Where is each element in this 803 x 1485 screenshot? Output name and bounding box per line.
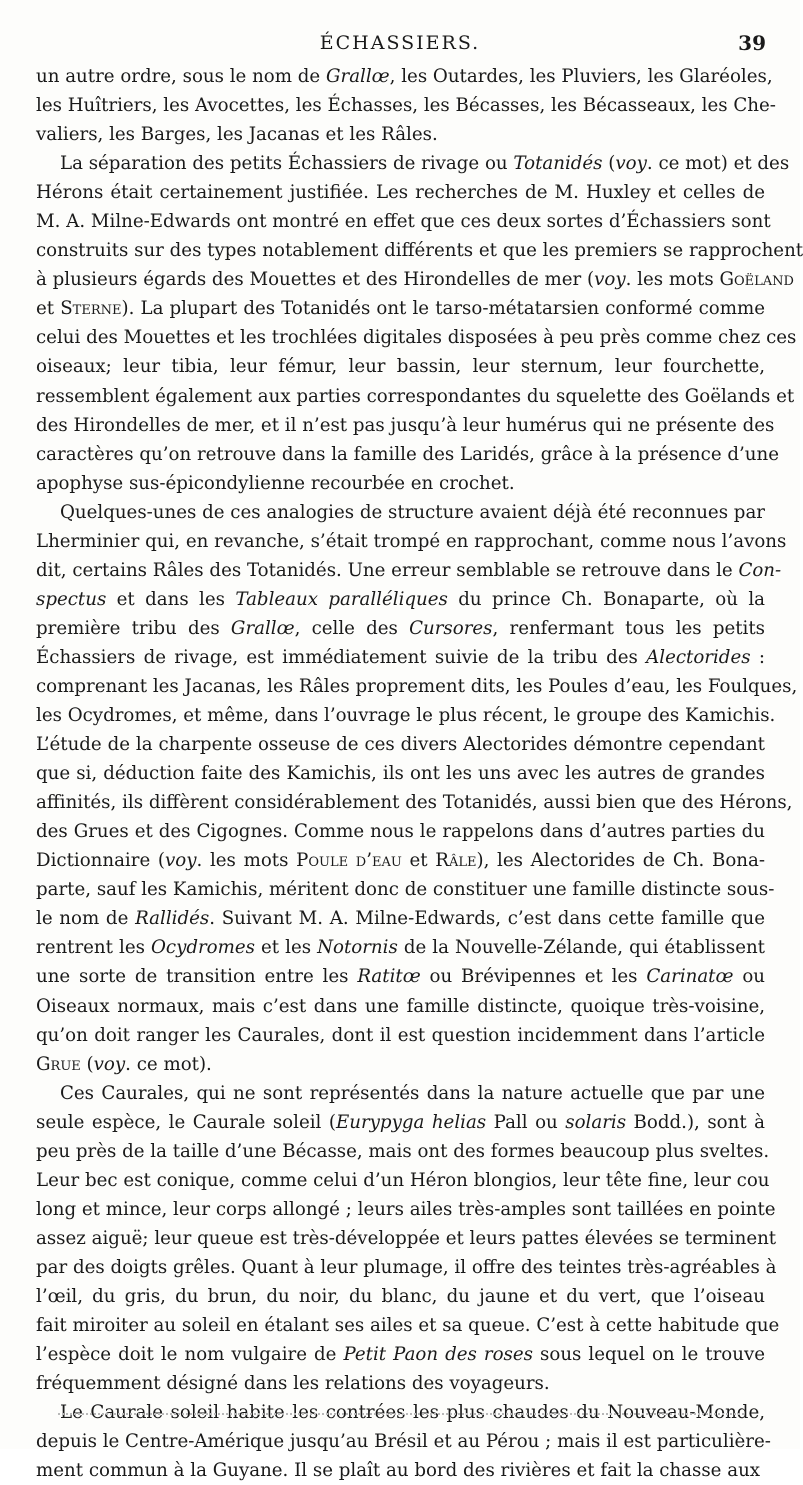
text-line: apophyse sus-épicondylienne recourbée en crochet. xyxy=(36,472,515,494)
page-number: 39 xyxy=(738,31,766,55)
text-line: comprenant les Jacanas, les Râles proprement dits, les Poules d’eau, les Foulques, xyxy=(36,675,798,697)
text-line: les Ocydromes, et même, dans l’ouvrage le plus récent, le groupe des Kamichis. xyxy=(36,705,776,727)
footer-rule xyxy=(58,1413,744,1415)
text-line: l’espèce doit le nom vulgaire de Petit Paon des roses sous lequel on le trouve xyxy=(36,1344,766,1366)
text-line: que si, déduction faite des Kamichis, ils ont les uns avec les autres de grandes xyxy=(36,763,765,785)
text-line: Ces Caurales, qui ne sont représentés dans la nature actuelle que par une xyxy=(60,1082,765,1104)
text-line: des Hirondelles de mer, et il n’est pas jusqu’à leur humérus qui ne présente des xyxy=(36,414,775,436)
text-line: spectus et dans les Tableaux paralléliques du prince Ch. Bonaparte, où la xyxy=(36,588,765,610)
text-line: qu’on doit ranger les Caurales, dont il est question incidemment dans l’article xyxy=(36,1024,765,1046)
text-line: ment commun à la Guyane. Il se plaît au bord des rivières et fait la chasse aux xyxy=(36,1460,761,1482)
text-line: construits sur des types notablement différents et que les premiers se rapprochent xyxy=(36,240,803,262)
running-head xyxy=(0,28,800,58)
text-line: fréquemment désigné dans les relations des voyageurs. xyxy=(36,1373,550,1395)
body-text xyxy=(36,62,803,1485)
text-line: assez aiguë; leur queue est très-développée et leurs pattes élevées se terminent xyxy=(36,1227,777,1249)
text-line: parte, sauf les Kamichis, méritent donc de constituer une famille distincte sous- xyxy=(36,879,775,901)
text-line: long et mince, leur corps allongé ; leurs ailes très-amples sont taillées en pointe xyxy=(36,1198,776,1220)
text-line: les Huîtriers, les Avocettes, les Échasses, les Bécasses, les Bécasseaux, les Che- xyxy=(36,95,776,117)
text-line: dit, certains Râles des Totanidés. Une erreur semblable se retrouve dans le Con- xyxy=(36,559,782,581)
text-line: oiseaux; leur tibia, leur fémur, leur bassin, leur sternum, leur fourchette, xyxy=(36,356,765,378)
text-line: seule espèce, le Caurale soleil (Eurypyga helias Pall ou solaris Bodd.), sont à xyxy=(36,1111,765,1133)
text-line: La séparation des petits Échassiers de rivage ou Totanidés (voy. ce mot) et des xyxy=(60,153,790,175)
page-title: ÉCHASSIERS. xyxy=(319,32,481,54)
text-line: Échassiers de rivage, est immédiatement suivie de la tribu des Alectorides : xyxy=(36,646,765,668)
text-line: Grue (voy. ce mot). xyxy=(36,1053,212,1075)
text-line: valiers, les Barges, les Jacanas et les Râles. xyxy=(36,124,438,146)
text-line: Quelques-unes de ces analogies de structure avaient déjà été reconnues par xyxy=(60,501,765,523)
text-line: affinités, ils diffèrent considérablement des Totanidés, aussi bien que des Hérons, xyxy=(36,792,793,814)
text-line: et Sterne). La plupart des Totanidés ont le tarso-métatarsien conformé comme xyxy=(36,298,765,320)
text-line: Le Caurale soleil habite les contrées les plus chaudes du Nouveau-Monde, xyxy=(60,1402,765,1424)
text-line: Dictionnaire (voy. les mots Poule d’eau et Râle), les Alectorides de Ch. Bona- xyxy=(36,850,765,872)
text-line: un autre ordre, sous le nom de Grallœ, les Outardes, les Pluviers, les Glaréoles, xyxy=(36,66,773,87)
text-line: M. A. Milne-Edwards ont montré en effet que ces deux sortes d’Échassiers sont xyxy=(36,211,771,233)
text-line: à plusieurs égards des Mouettes et des Hirondelles de mer (voy. les mots Goëland xyxy=(36,269,794,291)
text-line: celui des Mouettes et les trochlées digitales disposées à peu près comme chez ces xyxy=(36,327,797,349)
text-line: l’œil, du gris, du brun, du noir, du blanc, du jaune et du vert, que l’oiseau xyxy=(36,1285,765,1307)
text-line: depuis le Centre-Amérique jusqu’au Brésil et au Pérou ; mais il est particulière- xyxy=(36,1431,771,1453)
text-line: par des doigts grêles. Quant à leur plumage, il offre des teintes très-agréables à xyxy=(36,1256,777,1278)
text-line: première tribu des Grallœ, celle des Cursores, renfermant tous les petits xyxy=(36,617,765,639)
text-line: Oiseaux normaux, mais c’est dans une famille distincte, quoique très-voisine, xyxy=(36,995,765,1017)
text-line: Hérons était certainement justifiée. Les recherches de M. Huxley et celles de xyxy=(36,182,765,204)
text-line: des Grues et des Cigognes. Comme nous le rappelons dans d’autres parties du xyxy=(36,821,765,843)
text-line: peu près de la taille d’une Bécasse, mais ont des formes beaucoup plus sveltes. xyxy=(36,1140,770,1162)
text-line: ressemblent également aux parties correspondantes du squelette des Goëlands et xyxy=(36,385,795,407)
text-line: fait miroiter au soleil en étalant ses ailes et sa queue. C’est à cette habitude que xyxy=(36,1315,780,1337)
text-line: L’étude de la charpente osseuse de ces divers Alectorides démontre cependant xyxy=(36,734,765,756)
text-line: caractères qu’on retrouve dans la famille des Laridés, grâce à la présence d’une xyxy=(36,443,779,465)
text-line: le nom de Rallidés. Suivant M. A. Milne-Edwards, c’est dans cette famille que xyxy=(36,908,765,930)
text-line: Lherminier qui, en revanche, s’était trompé en rapprochant, comme nous l’avons xyxy=(36,530,787,552)
text-line: rentrent les Ocydromes et les Notornis de la Nouvelle-Zélande, qui établissent xyxy=(36,937,765,959)
text-line: une sorte de transition entre les Ratitœ ou Brévipennes et les Carinatœ ou xyxy=(36,966,765,988)
text-line: Leur bec est conique, comme celui d’un Héron blongios, leur tête fine, leur cou xyxy=(36,1169,770,1191)
